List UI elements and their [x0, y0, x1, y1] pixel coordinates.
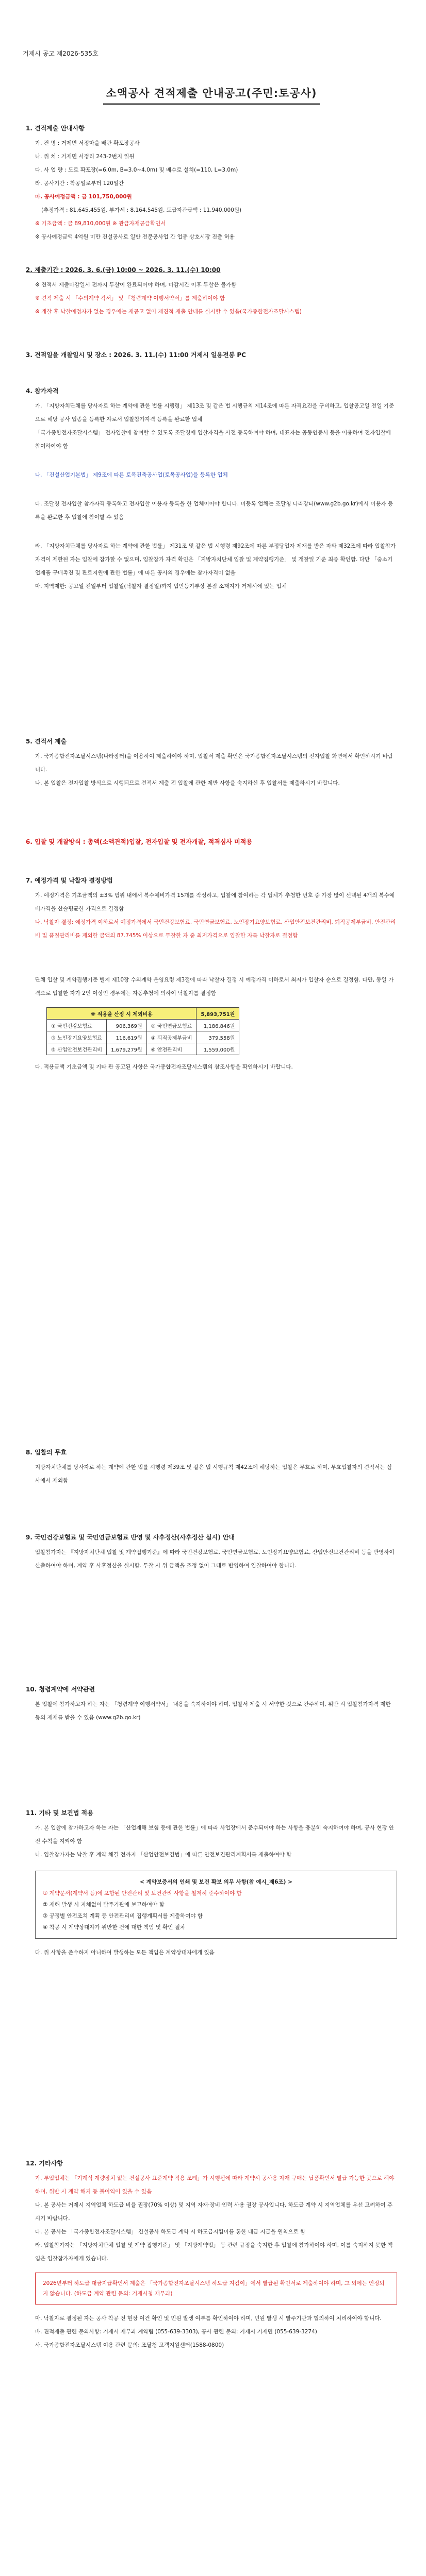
paragraph: 나. 본 공사는 거제시 지역업체 하도급 비율 권장(70% 이상) 및 지역 자재·장비·인력 사용 권장 공사입니다. 하도급 계약 시 지역업체를 우선 고려하여 주시기 바랍니다.: [35, 2202, 393, 2222]
section-heading: 5. 견적서 제출: [26, 738, 67, 745]
box-item: ③ 공정별 안전조치 계획 등 안전관리비 집행계획서를 제출하여야 함: [43, 1913, 203, 1919]
item-base-amount: ※ 기초금액 : 금 89,810,000원 ※ 관급자재공급확인서: [35, 221, 166, 227]
section-invalid: [26, 1448, 397, 1487]
box-item: ① 계약문서(계약서 등)에 포함된 안전관리 및 보건관리 사항을 철저히 준수하여야 함: [43, 1890, 242, 1896]
section-eligibility: [26, 386, 397, 593]
table-cell: ④ 퇴직공제부금비: [146, 1031, 196, 1043]
box-title: < 계약보증서의 인쇄 및 보건 확보 의무 사항(참 예시_제6조) >: [140, 1879, 292, 1885]
section-heading: 2. 제출기간 : 2026. 3. 6.(금) 10:00 ~ 2026. 3. 11.(수) 10:00: [26, 266, 221, 274]
table-row: [47, 1020, 239, 1031]
section-opening: [26, 350, 397, 363]
item-location: 나. 위 치 : 거제면 서정리 243-2번지 일원: [35, 154, 135, 160]
section-heading: 1. 견적제출 안내사항: [26, 125, 85, 132]
paragraph: 「국가종합전자조달시스템」 전자입찰에 참여할 수 있도록 조달청에 입찰자격을 사전 등록하여야 하며, 대표자는 공동인증서 등을 이용하여 전자입찰에 참여하여야 함: [35, 430, 391, 449]
table-cell: 116,619원: [107, 1031, 147, 1043]
paragraph: 사. 국가종합전자조달시스템 이용 관련 문의: 조달청 고객지원센터(1588-0800): [35, 2342, 224, 2348]
page-title: 소액공사 견적제출 안내공고(주민:토공사): [103, 85, 320, 105]
paragraph: 가. 본 입찰에 참가하고자 하는 자는 「산업재해 보험 등에 관한 법률」에 따라 사업장에서 준수되어야 하는 사항을 충분히 숙지하여야 하며, 공사 현장 안전 수칙을 지켜야 함: [35, 1825, 395, 1844]
paragraph: 다. 조달청 전자입찰 참가자격 등록하고 전자입찰 이용자 등록을 한 업체이어야 합니다. 미등록 업체는 조달청 나라장터(www.g2b.go.kr)에서 이용자 등록을 완료한 후 입찰에 참여할 수 있음: [35, 501, 394, 520]
item-name: 가. 건 명 : 거제면 서정마을 배관 확포장공사: [35, 140, 140, 146]
paragraph: 나. 본 입찰은 전자입찰 방식으로 시행되므로 견적서 제출 전 입찰에 관한 제반 사항을 숙지하신 후 입찰서를 제출하시기 바랍니다.: [35, 780, 340, 786]
section-overview: [26, 124, 397, 244]
paragraph: 나. 「건설산업기본법」 제9조에 따른 토목건축공사업(토목공사업)을 등록한 업체: [35, 472, 228, 478]
section-method: [26, 837, 397, 850]
excluded-cost-table: [46, 1007, 239, 1055]
paragraph: 나. 입찰참가자는 낙찰 후 계약 체결 전까지 「산업안전보건법」에 따른 안전보건관리계획서를 제출하여야 함: [35, 1852, 292, 1858]
table-cell: 906,369원: [107, 1020, 147, 1031]
paragraph: 라. 입찰참가자는 「지방자치단체 입찰 및 계약 집행기준」 및 「지방계약법」 등 관련 규정을 숙지한 후 입찰에 참가하여야 하며, 이를 숙지하지 못한 책임은 입찰참가자에게 있습니다.: [35, 2242, 393, 2262]
table-row: [47, 1043, 239, 1055]
section-heading: 11. 기타 및 보건법 적용: [26, 1809, 93, 1817]
item-budget: 마. 공사예정금액 : 금 101,750,000원: [35, 194, 132, 200]
note: ※ 견적서 제출마감일시 전까지 투찰이 완료되어야 하며, 마감시간 이후 투찰은 불가함: [35, 282, 237, 288]
section-heading: 3. 견적일을 개찰일시 및 장소 : 2026. 3. 11.(수) 11:00 거제시 일용전봉 PC: [26, 351, 246, 359]
table-cell: 1,186,846원: [196, 1020, 239, 1031]
item-note: ※ 공사예정금액 4억원 미만 건설공사로 일반 전문공사업 간 업종 상호시장 진출 허용: [35, 234, 235, 240]
section-award: [26, 876, 397, 1074]
item-budget-breakdown: (추정가격 : 81,645,455원, 부가세 : 8,164,545원, 도급자관급액 : 11,940,000원): [41, 207, 242, 213]
section-heading: 4. 참가자격: [26, 387, 59, 395]
item-period: 라. 공사기간 : 착공일로부터 120일간: [35, 180, 124, 187]
section-safety: [26, 1808, 397, 1959]
note: ※ 개찰 후 낙찰예정자가 없는 경우에는 재공고 없이 재견적 제출 안내를 실시할 수 있음(국가종합전자조달시스템): [35, 309, 302, 315]
paragraph: 라. 「지방자치단체를 당사자로 하는 계약에 관한 법률」 제31조 및 같은 법 시행령 제92조에 따른 부정당업자 제재를 받은 자와 제32조에 따라 입찰참가 자격이 제한된 자는 입찰에 참가할 수 없으며, 입찰참가 자격 확인은 「지방자치단체 입찰 및 계약집행기준」 및 개찰일 기준 최종 확인함. 다만 「중소기업제품 구매촉진 및 판로지원에 관한 법률」에 따른 공사의 경우에는 참가자격이 없음: [35, 543, 396, 576]
section-insurance: [26, 1533, 397, 1572]
section-misc: [26, 2159, 397, 2352]
paragraph: 다. 본 공사는 「국가종합전자조달시스템」 건설공사 하도급 계약 시 하도급지킴이를 통한 대금 지급을 원칙으로 함: [35, 2229, 306, 2235]
section-heading: 8. 입찰의 무효: [26, 1449, 67, 1456]
box-item: ④ 착공 시 계약상대자가 위반한 건에 대한 책임 및 확인 절차: [43, 1924, 186, 1930]
section-heading: 12. 기타사항: [26, 2160, 63, 2167]
paragraph: 본 입찰에 참가하고자 하는 자는 「청렴계약 이행서약서」 내용을 숙지하여야 하며, 입찰서 제출 시 서약한 것으로 간주하며, 위반 시 입찰참가자격 제한 등의 제재를 받을 수 있음 (www.g2b.go.kr): [35, 1701, 391, 1721]
table-cell: ⑥ 안전관리비: [146, 1043, 196, 1055]
paragraph: 마. 낙찰자로 결정된 자는 공사 착공 전 현장 여건 확인 및 민원 발생 여부를 확인하여야 하며, 민원 발생 시 발주기관과 협의하여 처리하여야 합니다.: [35, 2315, 382, 2321]
paragraph: 마. 지역제한: 공고일 전일부터 입찰일(낙찰자 결정일)까지 법인등기부상 본점 소재지가 거제시에 있는 업체: [35, 583, 287, 589]
section-submission: [26, 737, 397, 790]
table-cell: 1,559,000원: [196, 1043, 239, 1055]
paragraph: 나. 낙찰자 결정: 예정가격 이하로서 예정가격에서 국민건강보험료, 국민연금보험료, 노인장기요양보험료, 산업안전보건관리비, 퇴직공제부금비, 안전관리비 및 품질관리비를 제외한 금액의 87.745% 이상으로 투찰한 자 중 최저가격으로 입찰한 자를 낙찰자로 결정함: [35, 919, 396, 939]
section-heading: 7. 예정가격 및 낙찰자 결정방법: [26, 877, 113, 884]
paragraph: 가. 예정가격은 기초금액의 ±3% 범위 내에서 복수예비가격 15개를 작성하고, 입찰에 참여하는 각 업체가 추첨한 번호 중 가장 많이 선택된 4개의 복수예비가격을 산술평균한 가격으로 결정함: [35, 892, 395, 912]
section-integrity: [26, 1685, 397, 1724]
table-cell: ② 국민연금보험료: [146, 1020, 196, 1031]
section-heading: 6. 입찰 및 개찰방식 : 총액(소액견적)입찰, 전자입찰 및 전자개찰, 적격심사 미적용: [26, 838, 252, 845]
paragraph: 가. 「지방자치단체를 당사자로 하는 계약에 관한 법률 시행령」 제13조 및 같은 법 시행규칙 제14조에 따른 자격요건을 구비하고, 입찰공고일 전일 기준으로 해당 공사 업종을 등록한 자로서 입찰참가자격 등록을 완료한 업체: [35, 403, 394, 422]
subcontract-warning-box: 2026년부터 하도급 대금지급확인서 제출은 「국가종합전자조달시스템 하도급 지킴이」에서 발급된 확인서로 제출하여야 하며, 그 외에는 인정되지 않습니다. (하도급 계약 관련 문의: 거제시청 재무과): [35, 2273, 397, 2304]
safety-obligation-box: [35, 1871, 397, 1939]
section-heading: 10. 청렴계약에 서약관련: [26, 1686, 95, 1693]
table-title: ※ 적용을 산정 시 제외비용: [47, 1008, 196, 1020]
table-row: [47, 1031, 239, 1043]
paragraph: 지방자치단체를 당사자로 하는 계약에 관한 법률 시행령 제39조 및 같은 법 시행규칙 제42조에 해당하는 입찰은 무효로 하며, 무효입찰자의 견적서는 심사에서 제외함: [35, 1464, 392, 1484]
paragraph: 다. 적용금액 기초금액 및 기타 관 공고된 사항은 국가종합전자조달시스템의 참조사항을 확인하시기 바랍니다.: [35, 1064, 293, 1070]
paragraph: 가. 국가종합전자조달시스템(나라장터)을 이용하여 제출하여야 하며, 입찰서 제출 확인은 국가종합전자조달시스템의 전자입찰 화면에서 확인하시기 바랍니다.: [35, 753, 393, 773]
table-total: 5,893,751원: [196, 1008, 239, 1020]
item-quantity: 다. 사 업 량 : 도로 확포장(=6.0m, B=3.0~4.0m) 및 배수로 설치(=110, L=3.0m): [35, 167, 238, 173]
box-item: ② 재해 발생 시 지체없이 발주기관에 보고하여야 함: [43, 1902, 165, 1908]
table-cell: ⑤ 산업안전보건관리비: [47, 1043, 107, 1055]
table-cell: ① 국민건강보험료: [47, 1020, 107, 1031]
paragraph: 단체 입찰 및 계약집행기준 별지 제10장 수의계약 운영요령 제3절에 따라 낙찰자 결정 시 예정가격 이하로서 최저가 입찰자 순으로 결정함. 다만, 동일 가격으로 입찰한 자가 2인 이상인 경우에는 자동추첨에 의하여 낙찰자를 결정함: [35, 977, 394, 996]
paragraph: 가. 투입업체는 「기계식 계량장치 없는 건설공사 표준계약 적용 조례」가 시행됨에 따라 계약시 공사용 자재 구매는 납품확인서 발급 가능한 곳으로 해야 하며, 위반 시 계약 해지 등 불이익이 있을 수 있음: [35, 2175, 395, 2195]
table-cell: 1,679,279원: [107, 1043, 147, 1055]
paragraph: 입찰참가자는 『지방자치단체 입찰 및 계약집행기준』에 따라 국민건강보험료, 국민연금보험료, 노인장기요양보험료, 산업안전보건관리비 등을 반영하여 산출하여야 하며, 계약 후 사후정산을 실시함. 투찰 시 위 금액을 조정 없이 그대로 반영하여 입찰하여야 합니다.: [35, 1549, 395, 1569]
paragraph: 다. 위 사항을 준수하지 아니하여 발생하는 모든 책임은 계약상대자에게 있음: [35, 1950, 215, 1956]
notice-number: 거제시 공고 제2026-535호: [23, 50, 99, 57]
paragraph: 바. 견적제출 관련 문의사항: 거제시 재무과 계약팀 (055-639-3303), 공사 관련 문의: 거제시 거제면 (055-639-3274): [35, 2329, 317, 2335]
section-period: [26, 265, 397, 318]
note: ※ 견적 제출 시 「수의계약 각서」 및 「청렴계약 이행서약서」를 제출하여야 함: [35, 295, 225, 301]
table-cell: ③ 노인장기요양보험료: [47, 1031, 107, 1043]
section-heading: 9. 국민건강보험료 및 국민연금보험료 반영 및 사후정산(사후정산 실시) 안내: [26, 1534, 235, 1541]
table-cell: 379,558원: [196, 1031, 239, 1043]
